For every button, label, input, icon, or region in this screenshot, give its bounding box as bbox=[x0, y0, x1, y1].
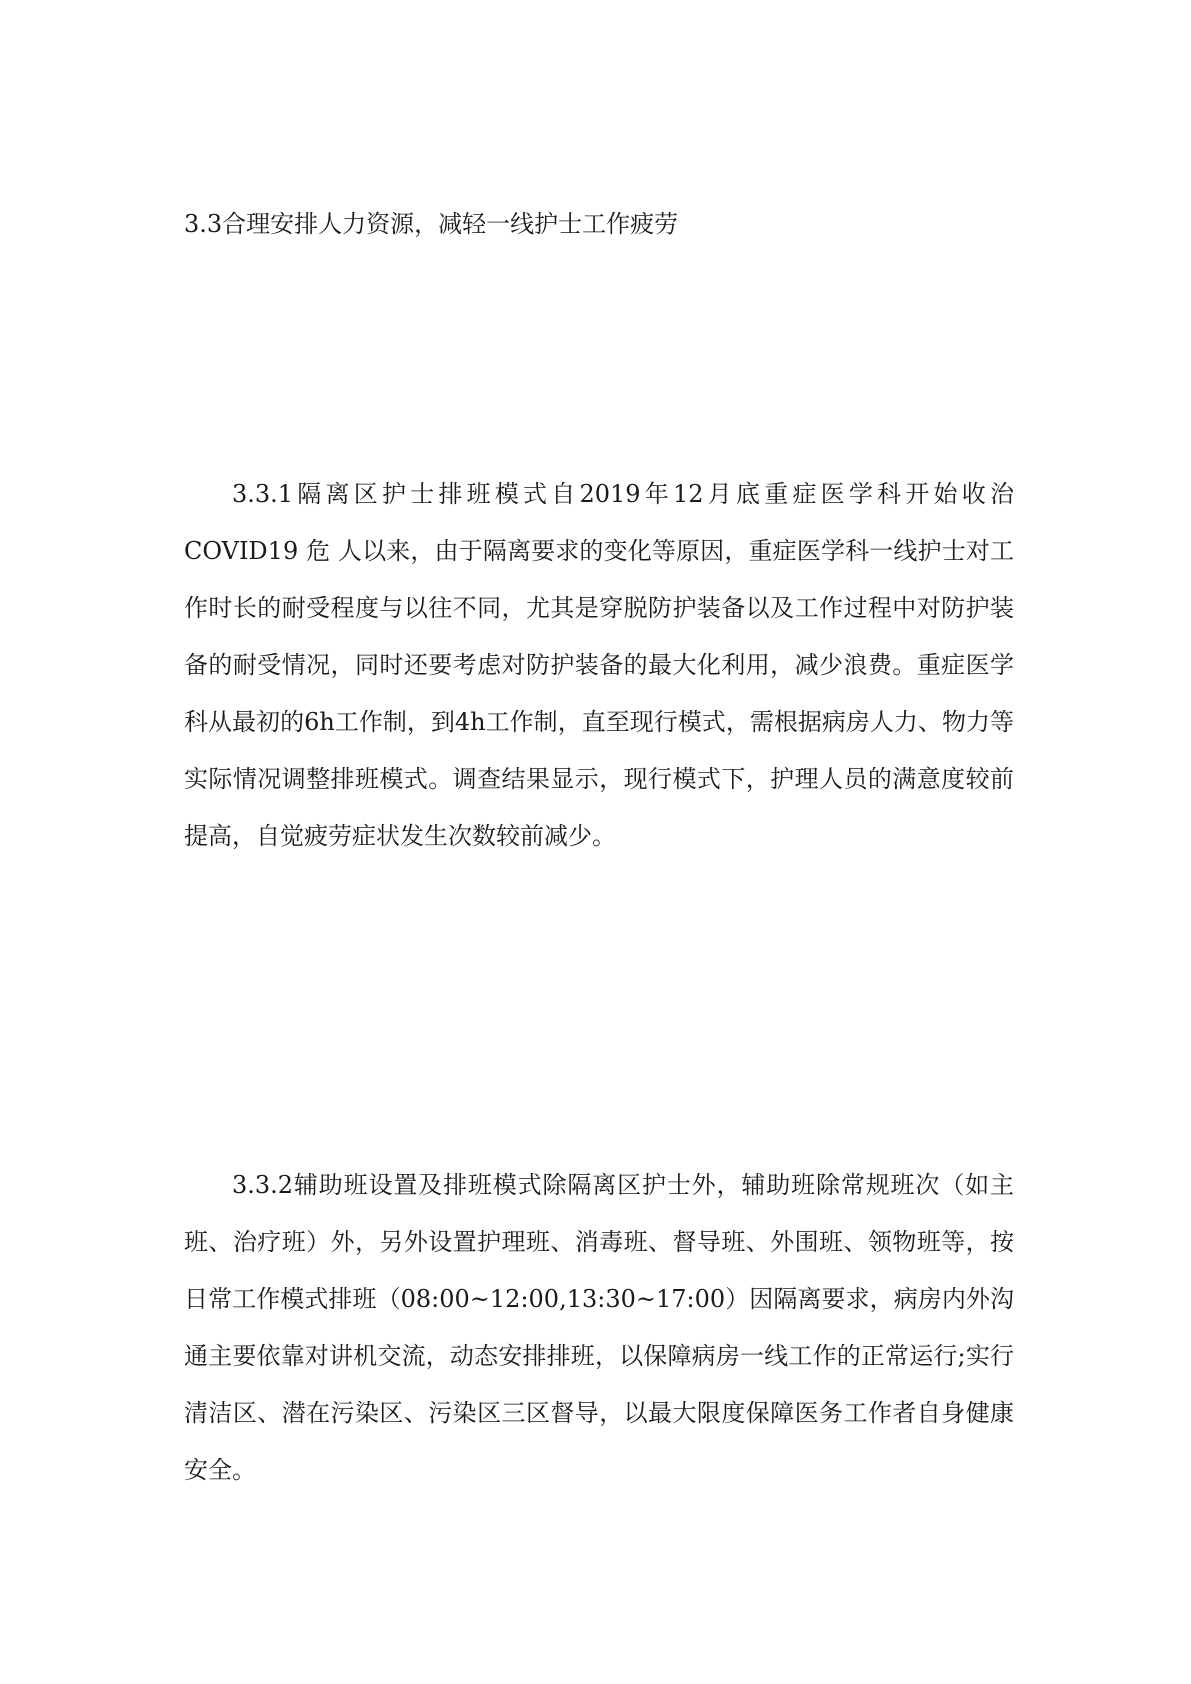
paragraph-3-3-2: 3.3.2辅助班设置及排班模式除隔离区护士外，辅助班除常规班次（如主班、治疗班）外，另外设置护理班、消毒班、督导班、外围班、领物班等，按日常工作模式排班（08:00~12:00,13:30~17:00）因隔离要求，病房内外沟通主要依靠对讲机交流，动态安排排班，以保障病房一线工作的正常运行;实行清洁区、潜在污染区、污染区三区督导，以最大限度保障医务工作者自身健康安全。 bbox=[184, 1171, 1014, 1484]
paragraph-3-3-1: 3.3.1隔离区护士排班模式自2019年12月底重症医学科开始收治COVID19 危 人以来，由于隔离要求的变化等原因，重症医学科一线护士对工作时长的耐受程度与以往不同，尤其是穿脱防护装备以及工作过程中对防护装备的耐受情况，同时还要考虑对防护装备的最大化利用，减少浪费。重症医学科从最初的6h工作制，到4h工作制，直至现行模式，需根据病房人力、物力等实际情况调整排班模式。调查结果显示，现行模式下，护理人员的满意度较前提高，自觉疲劳症状发生次数较前减少。 bbox=[184, 480, 1014, 850]
section-heading: 3.3合理安排人力资源，减轻一线护士工作疲劳 bbox=[184, 210, 679, 238]
